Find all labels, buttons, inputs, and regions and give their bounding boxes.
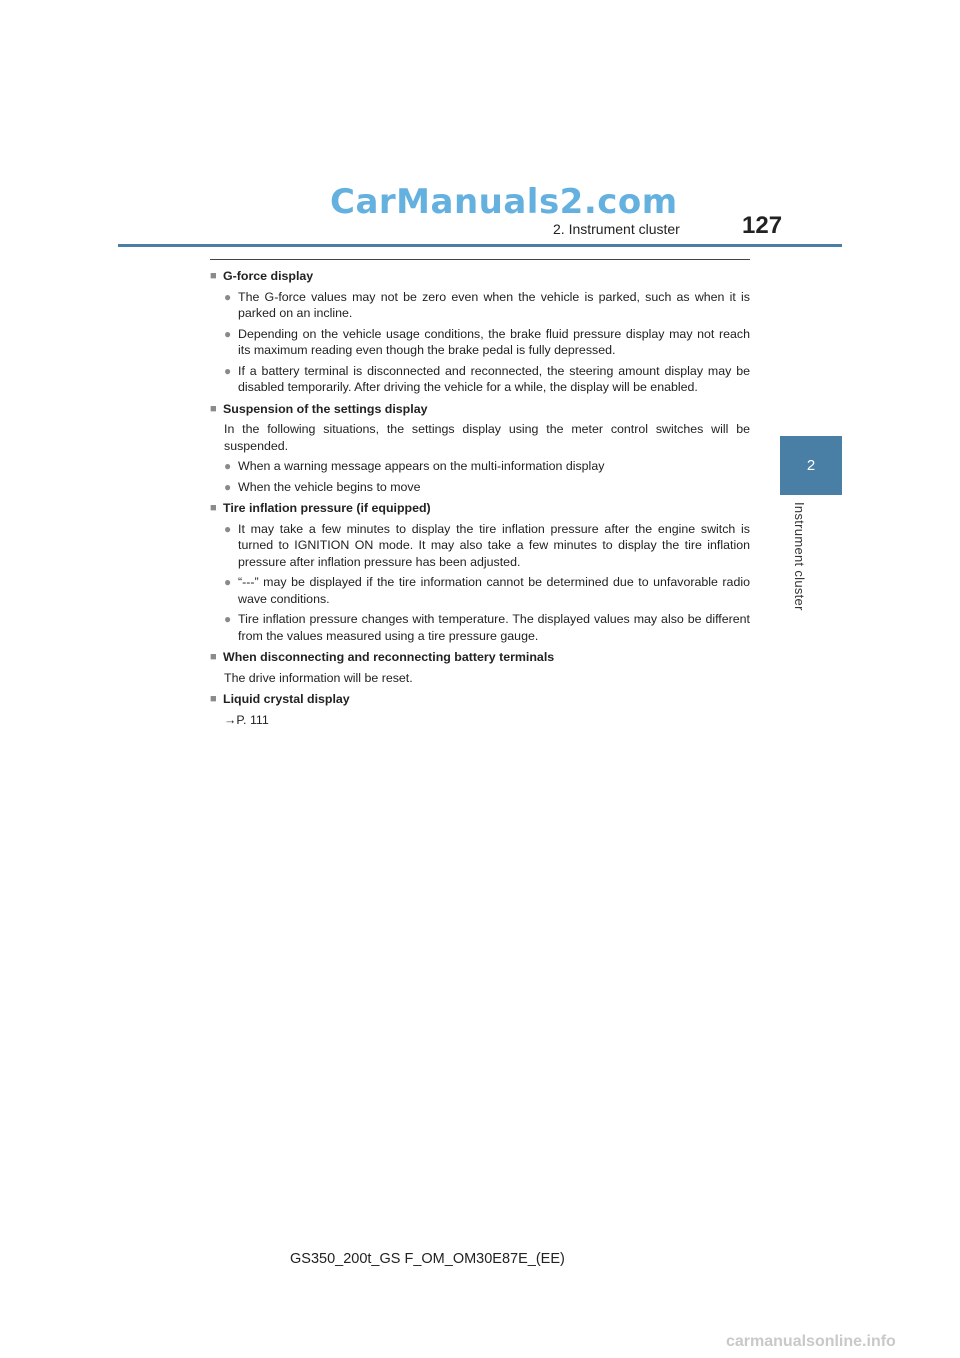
bullet-dot-icon: ● bbox=[224, 459, 232, 473]
bullet-item bbox=[210, 479, 750, 496]
bullet-text: When the vehicle begins to move bbox=[238, 479, 421, 494]
bullet-dot-icon: ● bbox=[224, 479, 232, 494]
square-marker-icon: ■ bbox=[210, 402, 217, 415]
content-divider bbox=[210, 259, 750, 260]
bullet-text: Depending on the vehicle usage conditions, the brake fluid pressure display may not reach its maximum reading even though the brake pedal is fully depressed. bbox=[238, 326, 750, 357]
header-divider bbox=[118, 244, 842, 247]
watermark-logo-bottom: carmanualsonline.info bbox=[726, 1333, 896, 1350]
header-section-title: 2. Instrument cluster bbox=[553, 221, 680, 237]
bullet-text: Tire inflation pressure changes with temperature. The displayed values may also be different from the values measured using a tire pressure gauge. bbox=[238, 612, 750, 643]
section-paragraph: →P. 111 bbox=[224, 712, 269, 727]
bullet-text: It may take a few minutes to display the tire inflation pressure after the engine switch is turned to IGNITION ON mode. It may also take a few minutes to display the tire inflation pressure after inflation pressure has been adjusted. bbox=[238, 521, 750, 569]
bullet-text: If a battery terminal is disconnected and reconnected, the steering amount display may be disabled temporarily. After driving the vehicle for a while, the display will be enabled. bbox=[238, 363, 750, 394]
section-paragraph: In the following situations, the settings display using the meter control switches will be suspended. bbox=[224, 422, 750, 453]
document-code: GS350_200t_GS F_OM_OM30E87E_(EE) bbox=[290, 1251, 565, 1267]
bullet-dot-icon: ● bbox=[224, 289, 232, 304]
page-content bbox=[210, 268, 750, 728]
section bbox=[210, 401, 750, 496]
bullet-item bbox=[210, 363, 750, 396]
section-heading-text: G-force display bbox=[223, 269, 314, 283]
page-number: 127 bbox=[742, 212, 783, 239]
bullet-item bbox=[210, 521, 750, 571]
section bbox=[210, 268, 750, 396]
section-heading-text: When disconnecting and reconnecting battery terminals bbox=[223, 650, 555, 664]
chapter-number: 2 bbox=[806, 457, 816, 474]
section-heading-text: Tire inflation pressure (if equipped) bbox=[223, 501, 431, 515]
bullet-dot-icon: ● bbox=[224, 326, 232, 341]
bullet-text: When a warning message appears on the multi-information display bbox=[238, 459, 605, 473]
bullet-dot-icon: ● bbox=[224, 363, 232, 378]
chapter-tab bbox=[780, 436, 842, 495]
section bbox=[210, 691, 750, 728]
bullet-text: The G-force values may not be zero even when the vehicle is parked, such as when it is parked on an incline. bbox=[238, 289, 750, 320]
section-heading bbox=[210, 268, 750, 285]
section-paragraph: The drive information will be reset. bbox=[224, 670, 413, 685]
section-heading bbox=[210, 401, 750, 418]
bullet-item bbox=[210, 611, 750, 644]
square-marker-icon: ■ bbox=[210, 693, 217, 705]
bullet-dot-icon: ● bbox=[224, 612, 232, 626]
section-heading-text: Suspension of the settings display bbox=[223, 401, 428, 416]
section bbox=[210, 649, 750, 686]
square-marker-icon: ■ bbox=[210, 502, 217, 514]
section-heading-text: Liquid crystal display bbox=[223, 692, 350, 706]
bullet-item bbox=[210, 574, 750, 607]
section-heading bbox=[210, 500, 750, 517]
section-heading bbox=[210, 691, 750, 708]
chapter-label: Instrument cluster bbox=[792, 502, 807, 611]
bullet-item bbox=[210, 458, 750, 475]
bullet-text: “---” may be displayed if the tire information cannot be determined due to unfavorable radio wave conditions. bbox=[238, 575, 750, 606]
bullet-dot-icon: ● bbox=[224, 575, 232, 589]
bullet-item bbox=[210, 326, 750, 359]
bullet-dot-icon: ● bbox=[224, 521, 232, 536]
bullet-item bbox=[210, 289, 750, 322]
square-marker-icon: ■ bbox=[210, 270, 217, 282]
section bbox=[210, 500, 750, 644]
section-heading bbox=[210, 649, 750, 666]
watermark-logo-top: CarManuals2.com bbox=[330, 182, 678, 222]
square-marker-icon: ■ bbox=[210, 651, 217, 663]
